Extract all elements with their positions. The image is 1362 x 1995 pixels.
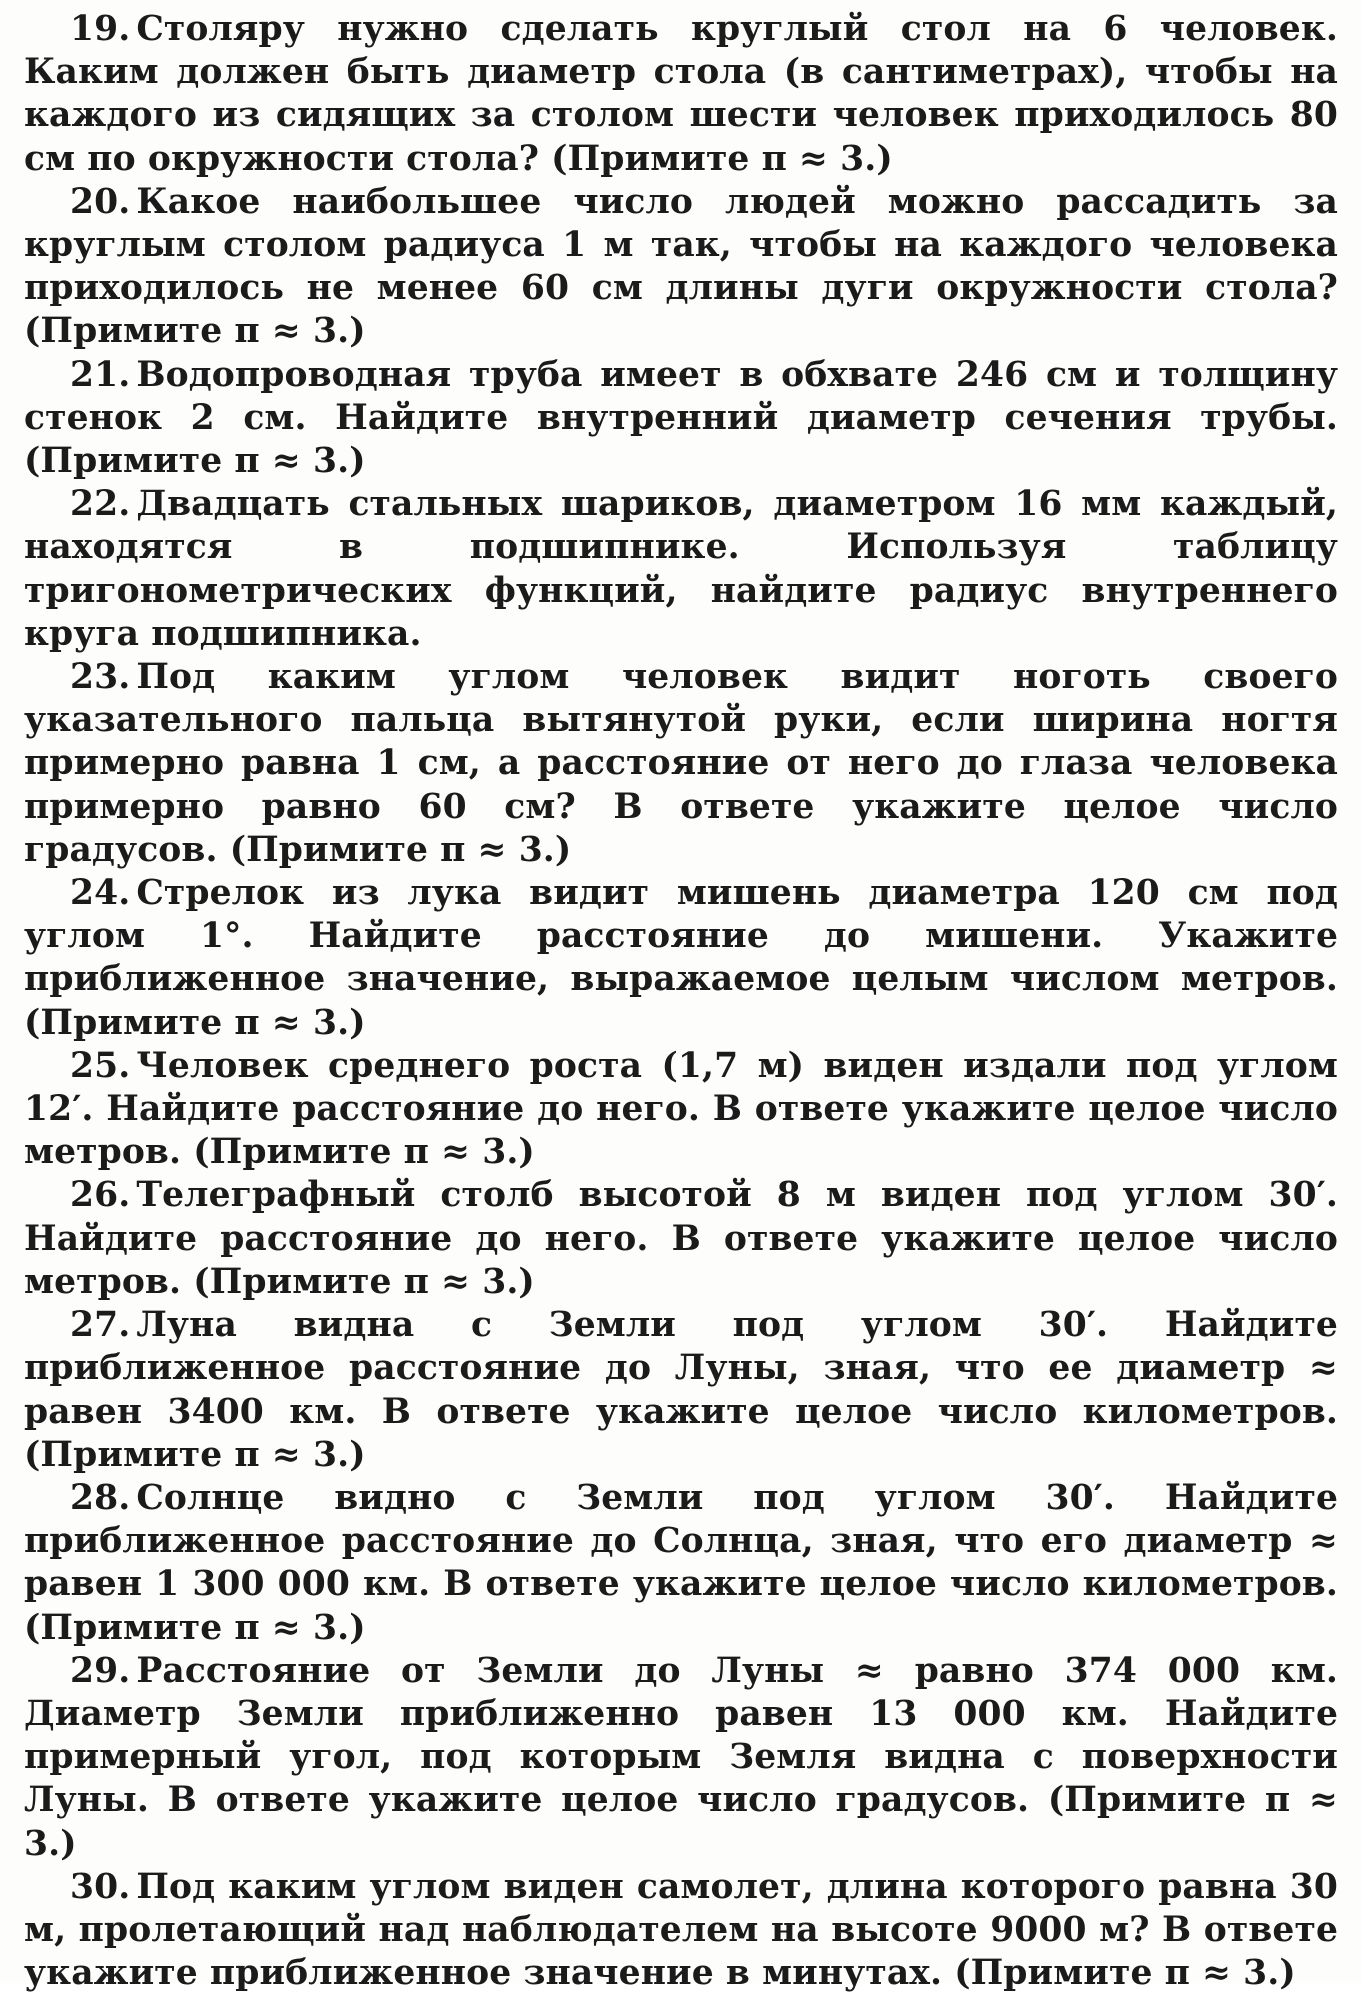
problem-number: 24. bbox=[70, 873, 131, 914]
problem-number: 25. bbox=[70, 1045, 131, 1086]
problem-23 bbox=[24, 656, 1338, 872]
problem-number: 29. bbox=[70, 1650, 131, 1691]
problem-text: Луна видна с Земли под углом 30′. Найдите приближенное расстояние до Луны, зная, что ее диаметр ≈ равен 3400 км. В ответе укажите целое число километров. (Примите π ≈ 3.) bbox=[24, 1305, 1338, 1475]
problem-25 bbox=[24, 1045, 1338, 1175]
problem-text: Какое наибольшее число людей можно рассадить за круглым столом радиуса 1 м так, чтобы на каждого человека приходилось не менее 60 см длины дуги окружности стола? (Примите π ≈ 3.) bbox=[24, 181, 1338, 352]
problem-number: 23. bbox=[70, 657, 131, 698]
problem-19 bbox=[24, 8, 1338, 181]
problem-number: 28. bbox=[70, 1477, 131, 1518]
problem-20 bbox=[24, 181, 1338, 354]
problem-text: Человек среднего роста (1,7 м) виден издали под углом 12′. Найдите расстояние до него. В ответе укажите целое число метров. (Примите π ≈ 3.) bbox=[24, 1045, 1338, 1173]
problem-28 bbox=[24, 1477, 1338, 1650]
problem-29 bbox=[24, 1650, 1338, 1866]
problem-text: Столяру нужно сделать круглый стол на 6 человек. Каким должен быть диаметр стола (в сантиметрах), чтобы на каждого из сидящих за столом шести человек приходилось 80 см по окружности стола? (Примите π ≈ 3.) bbox=[24, 9, 1338, 179]
problem-text: Стрелок из лука видит мишень диаметра 120 см под углом 1°. Найдите расстояние до мишени. Укажите приближенное значение, выражаемое целым числом метров. (Примите π ≈ 3.) bbox=[24, 873, 1338, 1043]
problem-number: 30. bbox=[70, 1866, 131, 1907]
problem-text: Водопроводная труба имеет в обхвате 246 см и толщину стенок 2 см. Найдите внутренний диаметр сечения трубы. (Примите π ≈ 3.) bbox=[24, 354, 1338, 482]
problem-text: Расстояние от Земли до Луны ≈ равно 374 000 км. Диаметр Земли приближенно равен 13 000 км. Найдите примерный угол, под которым Земля видна с поверхности Луны. В ответе укажите целое число градусов. (Примите π ≈ 3.) bbox=[24, 1650, 1338, 1864]
problem-number: 27. bbox=[70, 1305, 131, 1346]
problem-number: 26. bbox=[70, 1175, 131, 1216]
problem-number: 21. bbox=[70, 354, 131, 395]
problem-27 bbox=[24, 1304, 1338, 1477]
problem-number: 19. bbox=[70, 9, 131, 49]
problem-text: Под каким углом виден самолет, длина которого равна 30 м, пролетающий над наблюдателем на высоте 9000 м? В ответе укажите приближенное значение в минутах. (Примите π ≈ 3.) bbox=[24, 1866, 1338, 1994]
problem-number: 22. bbox=[70, 484, 131, 525]
problem-21 bbox=[24, 354, 1338, 484]
problem-26 bbox=[24, 1174, 1338, 1304]
problem-text: Под каким углом человек видит ноготь своего указательного пальца вытянутой руки, если ширина ногтя примерно равна 1 см, а расстояние от него до глаза человека примерно равно 60 см? В ответе укажите целое число градусов. (Примите π ≈ 3.) bbox=[24, 657, 1338, 870]
problem-22 bbox=[24, 483, 1338, 656]
problem-number: 20. bbox=[70, 181, 131, 222]
problem-24 bbox=[24, 872, 1338, 1045]
problem-text: Телеграфный столб высотой 8 м виден под углом 30′. Найдите расстояние до него. В ответе укажите целое число метров. (Примите π ≈ 3.) bbox=[24, 1175, 1338, 1302]
problem-text: Двадцать стальных шариков, диаметром 16 мм каждый, находятся в подшипнике. Используя таблицу тригонометрических функций, найдите радиус внутреннего круга подшипника. bbox=[24, 484, 1338, 654]
problem-30 bbox=[24, 1866, 1338, 1995]
problem-text: Солнце видно с Земли под углом 30′. Найдите приближенное расстояние до Солнца, зная, что его диаметр ≈ равен 1 300 000 км. В ответе укажите целое число километров. (Примите π ≈ 3.) bbox=[24, 1477, 1338, 1648]
